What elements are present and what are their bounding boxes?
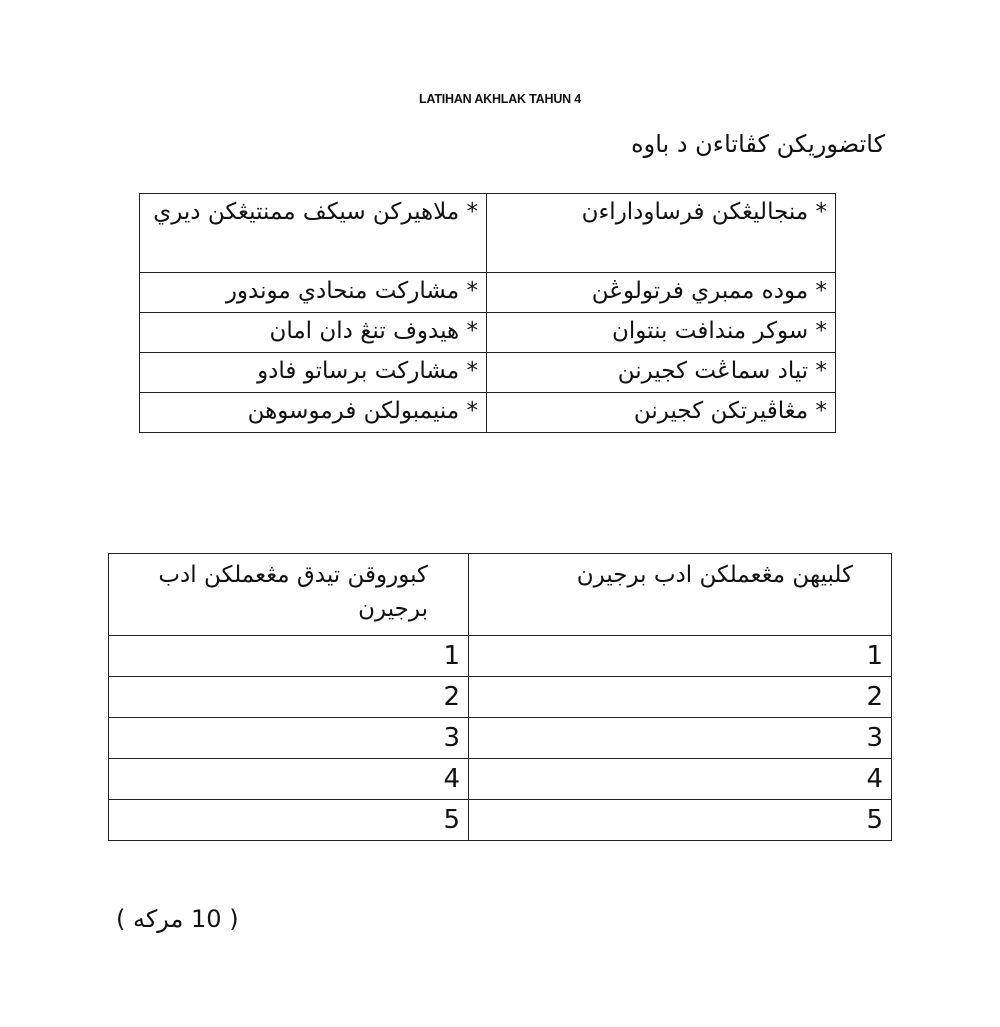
page-title: LATIHAN AKHLAK TAHUN 4 [418,92,582,106]
behaviour-table [139,193,836,433]
behaviour-cell-left: * مشاركت برساتو فادو [140,353,487,393]
behaviour-cell-left: * هيدوف تنڠ دان امان [140,313,487,353]
answer-cell-left[interactable]: 5 [109,800,469,841]
behaviour-cell-right: * مڠاڤيرتكن كجيرنن [487,393,836,433]
answer-cell-right[interactable]: 4 [469,759,892,800]
table-row [109,677,892,718]
answer-cell-right[interactable]: 1 [469,636,892,677]
answer-cell-right[interactable]: 3 [469,718,892,759]
behaviour-cell-left: * منيمبولكن فرموسوهن [140,393,487,433]
answer-cell-right[interactable]: 2 [469,677,892,718]
table-row [109,636,892,677]
table-row [140,194,836,273]
table-row [140,353,836,393]
instruction-text: كاتضوريكن كڤاتاءن د باوه [631,130,885,158]
table-row [109,800,892,841]
table-row [140,393,836,433]
answer-table [108,553,892,841]
answer-cell-left[interactable]: 4 [109,759,469,800]
behaviour-cell-right: * سوكر مندافت بنتوان [487,313,836,353]
table-header-row [109,554,892,636]
answer-cell-left[interactable]: 3 [109,718,469,759]
answer-cell-right[interactable]: 5 [469,800,892,841]
answer-cell-left[interactable]: 1 [109,636,469,677]
behaviour-cell-right: * تياد سماڠت كجيرنن [487,353,836,393]
marks-label: ( 10 مركه ) [116,905,239,933]
behaviour-cell-left: * مشاركت منحادي موندور [140,273,487,313]
behaviour-cell-right: * موده ممبري فرتولوڠن [487,273,836,313]
table-row [140,313,836,353]
header-disadvantages: كبوروقن تيدق مڠعملكن ادب برجيرن [109,554,469,636]
answer-cell-left[interactable]: 2 [109,677,469,718]
table-row [109,718,892,759]
table-row [109,759,892,800]
behaviour-cell-right: * منجاليڠكن فرساوداراءن [487,194,836,273]
header-advantages: كلبيهن مڠعملكن ادب برجيرن [469,554,892,636]
table-row [140,273,836,313]
behaviour-cell-left: * ملاهيركن سيكف ممنتيڠكن ديري [140,194,487,273]
